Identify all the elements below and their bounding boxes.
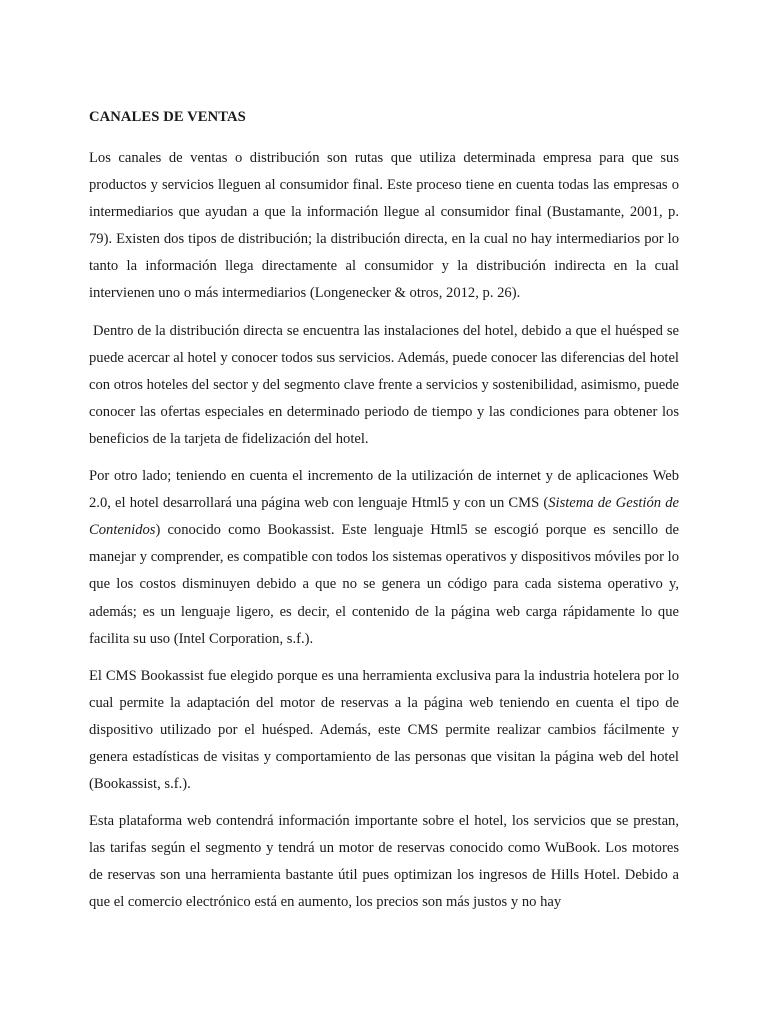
paragraph-3-text-a: Por otro lado; teniendo en cuenta el incremento de la utilización de internet y de aplicaciones Web 2.0, el hotel desarrollará una página web con lenguaje Html5 y con un CMS ( bbox=[89, 468, 679, 512]
paragraph-2 bbox=[89, 318, 683, 453]
section-heading: CANALES DE VENTAS bbox=[89, 109, 246, 125]
paragraph-1: Los canales de ventas o distribución son rutas que utiliza determinada empresa para que sus productos y servicios lleguen al consumidor final. Este proceso tiene en cuenta todas las empresas o intermediarios que ayudan a que la información llegue al consumidor final (Bustamante, 2001, p. 79). Existen dos tipos de distribución; la distribución directa, en la cual no hay intermediarios por lo tanto la información llega directamente al consumidor y la distribución indirecta en la cual intervienen uno o más intermediarios (Longenecker & otros, 2012, p. 26). bbox=[89, 150, 679, 302]
paragraph-2-text: Dentro de la distribución directa se encuentra las instalaciones del hotel, debido a que el huésped se puede acercar al hotel y conocer todos sus servicios. Además, puede conocer las diferencias del hotel con otros hoteles del sector y del segmento clave frente a servicios y sostenibilidad, asimismo, puede conocer las ofertas especiales en determinado periodo de tiempo y las condiciones para obtener los beneficios de la tarjeta de fidelización del hotel. bbox=[89, 322, 683, 447]
paragraph-5: Esta plataforma web contendrá información importante sobre el hotel, los servicios que se prestan, las tarifas según el segmento y tendrá un motor de reservas conocido como WuBook. Los motores de reservas son una herramienta bastante útil pues optimizan los ingresos de Hills Hotel. Debido a que el comercio electrónico está en aumento, los precios son más justos y no hay bbox=[89, 813, 679, 911]
document-body bbox=[89, 104, 683, 927]
paragraph-3-text-b: ) conocido como Bookassist. Este lenguaje Html5 se escogió porque es sencillo de manejar y comprender, es compatible con todos los sistemas operativos y dispositivos móviles por lo que los costos disminuyen debido a que no se genera un código para cada sistema operativo y, además; es un lenguaje ligero, es decir, el contenido de la página web carga rápidamente lo que facilita su uso (Intel Corporation, s.f.). bbox=[89, 522, 679, 647]
paragraph-3 bbox=[89, 463, 679, 653]
paragraph-4: El CMS Bookassist fue elegido porque es una herramienta exclusiva para la industria hotelera por lo cual permite la adaptación del motor de reservas a la página web teniendo en cuenta el tipo de dispositivo utilizado por el huésped. Además, este CMS permite realizar cambios fácilmente y genera estadísticas de visitas y comportamiento de las personas que visitan la página web del hotel (Bookassist, s.f.). bbox=[89, 667, 679, 793]
paragraph-3-italic: Sistema de Gestión de Contenidos bbox=[89, 495, 679, 539]
